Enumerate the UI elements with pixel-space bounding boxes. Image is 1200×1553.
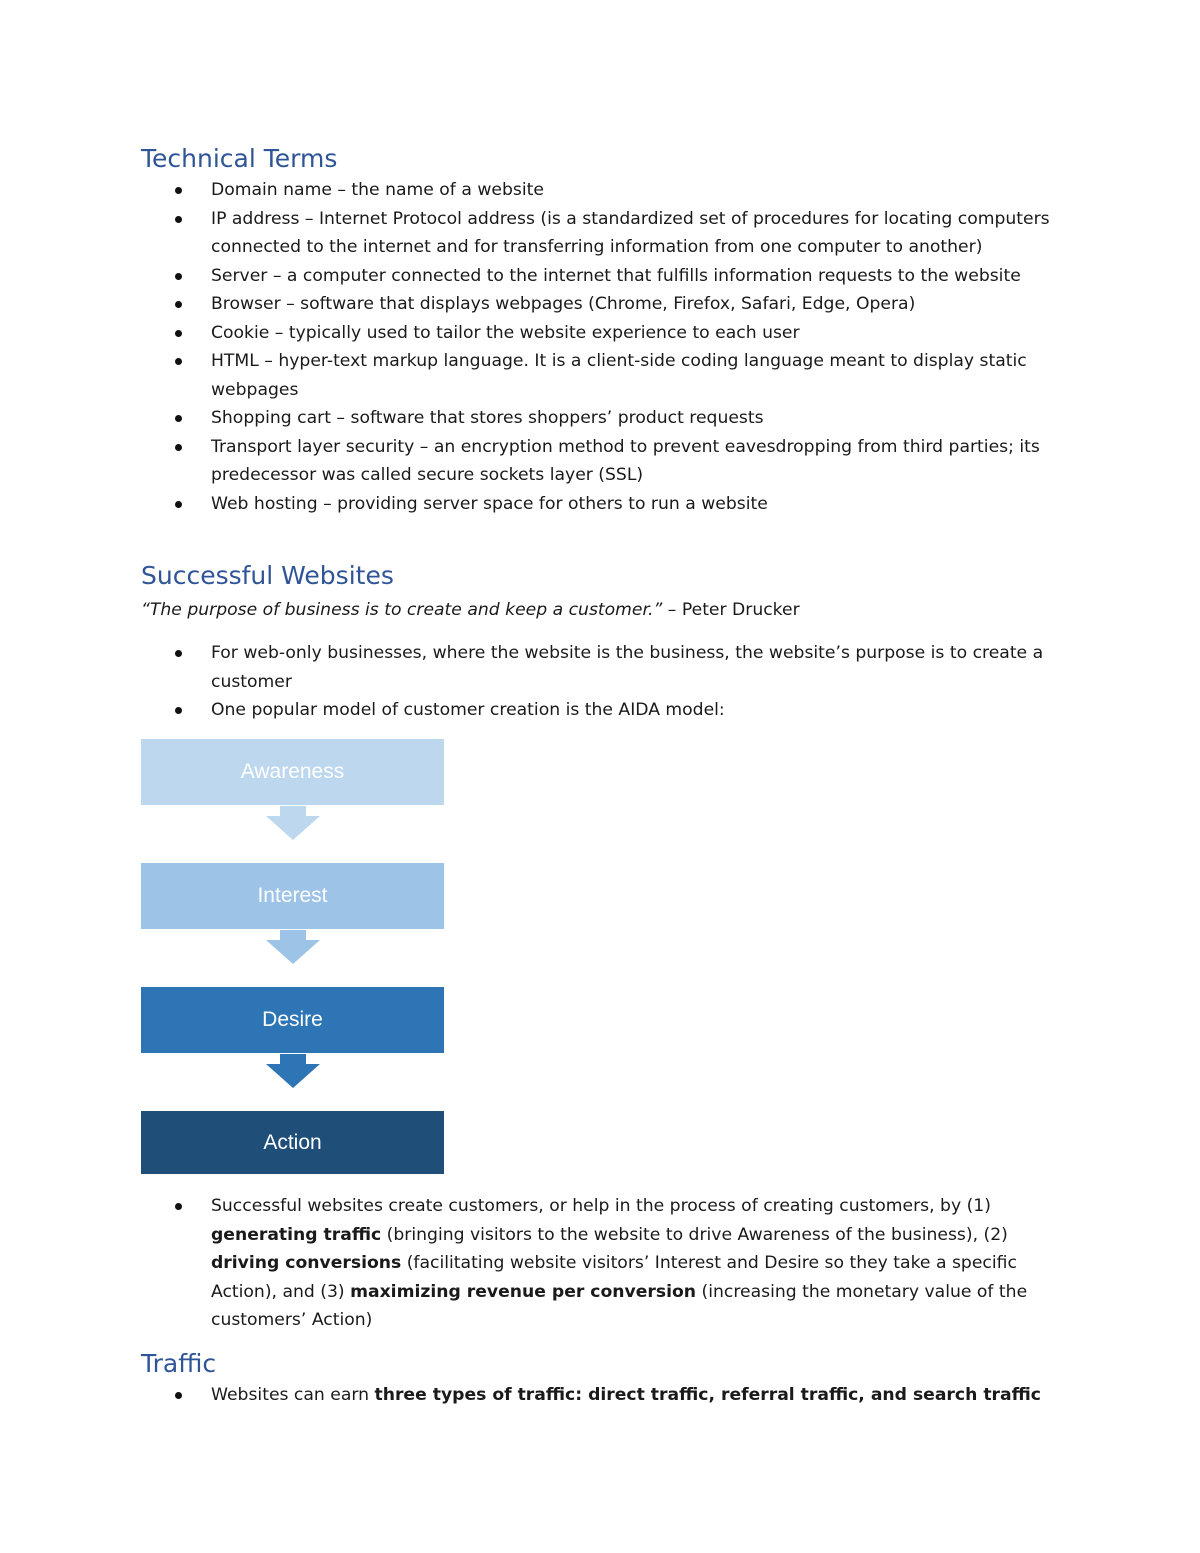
list-item-text: HTML – hyper-text markup language. It is a client-side coding language meant to display static webpages <box>211 351 1027 400</box>
list-item <box>175 1381 1075 1410</box>
list-item <box>175 433 1075 490</box>
aida-interest-box <box>141 863 444 929</box>
list-item <box>175 490 1075 519</box>
heading-successful-websites: Successful Websites <box>141 561 394 590</box>
aida-awareness-box <box>141 739 444 805</box>
bullet-icon <box>175 501 182 508</box>
list-item-text: Shopping cart – software that stores shoppers’ product requests <box>211 408 764 428</box>
bullet-icon <box>175 187 182 194</box>
list-item-text: Successful websites create customers, or help in the process of creating customers, by (1) generating traffic (bringing visitors to the website to drive Awareness of the business), (2) driving conversions (facilitating website visitors’ Interest and Desire so they take a specific Action), and (3) maximizing revenue per conversion (increasing the monetary value of the customers’ Action) <box>211 1196 1028 1330</box>
aida-desire-box <box>141 987 444 1053</box>
list-item-text: One popular model of customer creation is the AIDA model: <box>211 700 725 720</box>
heading-technical-terms: Technical Terms <box>141 144 338 173</box>
aida-label: Action <box>263 1130 322 1154</box>
bullet-icon <box>175 650 182 657</box>
list-item <box>175 262 1075 291</box>
aida-action-box <box>141 1111 444 1174</box>
list-item-text: IP address – Internet Protocol address (is a standardized set of procedures for locating computers connected to the internet and for transferring information from one computer to another) <box>211 208 1050 257</box>
traffic-list <box>175 1381 1075 1410</box>
bullet-icon <box>175 216 182 223</box>
aida-label: Desire <box>262 1008 323 1031</box>
drucker-quote <box>141 596 800 624</box>
list-item-text: Cookie – typically used to tailor the website experience to each user <box>211 322 800 343</box>
list-item <box>175 205 1075 262</box>
bullet-icon <box>175 415 182 422</box>
list-item <box>175 696 1075 725</box>
list-item <box>175 1192 1075 1335</box>
down-arrow-icon <box>266 806 320 840</box>
aida-label: Awareness <box>240 760 345 783</box>
list-item <box>175 319 1075 348</box>
heading-traffic: Traffic <box>141 1349 217 1378</box>
technical-terms-list <box>175 176 1075 518</box>
aida-label: Interest <box>257 884 328 907</box>
list-item <box>175 404 1075 433</box>
bullet-icon <box>175 301 182 308</box>
list-item-text: For web-only businesses, where the website is the business, the website’s purpose is to create a customer <box>211 643 1044 692</box>
list-item <box>175 639 1075 696</box>
down-arrow-icon <box>266 1054 320 1088</box>
down-arrow-icon <box>266 930 320 964</box>
list-item <box>175 290 1075 319</box>
bullet-icon <box>175 1203 182 1210</box>
successful-websites-list <box>175 639 1075 725</box>
list-item-text: Domain name – the name of a website <box>211 180 544 200</box>
list-item <box>175 176 1075 205</box>
bullet-icon <box>175 707 182 714</box>
bullet-icon <box>175 273 182 280</box>
bullet-icon <box>175 1392 182 1399</box>
bullet-icon <box>175 444 182 451</box>
bullet-icon <box>175 330 182 337</box>
list-item-text: Websites can earn three types of traffic: direct traffic, referral traffic, and search traffic <box>211 1385 1041 1405</box>
list-item <box>175 347 1075 404</box>
summary-list <box>175 1192 1075 1335</box>
quote-text: “The purpose of business is to create and keep a customer.” <box>141 600 663 620</box>
list-item-text: Browser – software that displays webpages (Chrome, Firefox, Safari, Edge, Opera) <box>211 294 916 314</box>
list-item-text: Web hosting – providing server space for others to run a website <box>211 493 768 514</box>
list-item-text: Transport layer security – an encryption method to prevent eavesdropping from third parties; its predecessor was called secure sockets layer (SSL) <box>211 436 1040 485</box>
bullet-icon <box>175 358 182 365</box>
list-item-text: Server – a computer connected to the internet that fulfills information requests to the website <box>211 265 1021 286</box>
quote-attribution: – Peter Drucker <box>662 600 800 620</box>
